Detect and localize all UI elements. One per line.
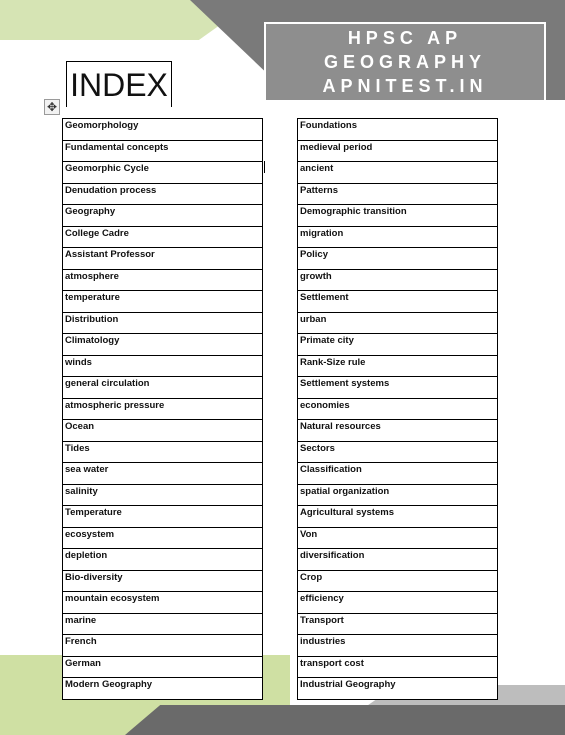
table-row xyxy=(298,484,498,506)
title-banner xyxy=(264,22,546,102)
table-row xyxy=(63,398,263,420)
table-row xyxy=(298,377,498,399)
index-entry[interactable]: transport cost xyxy=(298,656,498,678)
table-row xyxy=(298,205,498,227)
index-entry[interactable]: Settlement xyxy=(298,291,498,313)
table-row xyxy=(298,291,498,313)
index-entry[interactable]: German xyxy=(63,656,263,678)
table-row xyxy=(63,291,263,313)
table-row xyxy=(298,441,498,463)
index-entry[interactable]: economies xyxy=(298,398,498,420)
index-entry[interactable]: Foundations xyxy=(298,119,498,141)
index-entry[interactable]: Natural resources xyxy=(298,420,498,442)
index-entry[interactable]: Geomorphic Cycle xyxy=(63,162,263,184)
index-entry[interactable]: diversification xyxy=(298,549,498,571)
index-entry[interactable]: Modern Geography xyxy=(63,678,263,700)
index-entry[interactable]: migration xyxy=(298,226,498,248)
table-row xyxy=(63,463,263,485)
table-row xyxy=(63,549,263,571)
table-row xyxy=(63,183,263,205)
table-row xyxy=(63,506,263,528)
table-row xyxy=(298,570,498,592)
index-entry[interactable]: spatial organization xyxy=(298,484,498,506)
table-row xyxy=(63,656,263,678)
index-entry[interactable]: Settlement systems xyxy=(298,377,498,399)
index-entry[interactable]: urban xyxy=(298,312,498,334)
index-entry[interactable]: Crop xyxy=(298,570,498,592)
table-row xyxy=(63,484,263,506)
table-row xyxy=(63,334,263,356)
index-entry[interactable]: depletion xyxy=(63,549,263,571)
index-entry[interactable]: Patterns xyxy=(298,183,498,205)
table-row xyxy=(298,656,498,678)
table-row xyxy=(298,248,498,270)
table-row xyxy=(63,355,263,377)
index-entry[interactable]: Transport xyxy=(298,613,498,635)
table-row xyxy=(63,205,263,227)
index-entry[interactable]: Ocean xyxy=(63,420,263,442)
table-row xyxy=(63,441,263,463)
index-entry[interactable]: Climatology xyxy=(63,334,263,356)
table-row xyxy=(63,613,263,635)
index-entry[interactable]: Rank-Size rule xyxy=(298,355,498,377)
table-row xyxy=(298,119,498,141)
index-entry[interactable]: sea water xyxy=(63,463,263,485)
table-row xyxy=(298,463,498,485)
index-heading-box xyxy=(66,61,172,107)
index-entry[interactable]: ancient xyxy=(298,162,498,184)
index-entry[interactable]: Primate city xyxy=(298,334,498,356)
index-entry[interactable]: ecosystem xyxy=(63,527,263,549)
table-row xyxy=(63,140,263,162)
index-entry[interactable]: Von xyxy=(298,527,498,549)
index-entry[interactable]: Denudation process xyxy=(63,183,263,205)
banner-line-3: APNITEST.IN xyxy=(322,76,488,96)
index-entry[interactable]: mountain ecosystem xyxy=(63,592,263,614)
table-row xyxy=(298,592,498,614)
table-row xyxy=(298,269,498,291)
index-entry[interactable]: winds xyxy=(63,355,263,377)
index-entry[interactable]: industries xyxy=(298,635,498,657)
table-row xyxy=(63,269,263,291)
table-row xyxy=(63,248,263,270)
index-entry[interactable]: Distribution xyxy=(63,312,263,334)
table-row xyxy=(298,334,498,356)
table-row xyxy=(63,678,263,700)
index-entry[interactable]: efficiency xyxy=(298,592,498,614)
table-row xyxy=(63,570,263,592)
index-entry[interactable]: French xyxy=(63,635,263,657)
table-row xyxy=(63,226,263,248)
index-entry[interactable]: Industrial Geography xyxy=(298,678,498,700)
table-row xyxy=(63,377,263,399)
table-row xyxy=(298,162,498,184)
table-row xyxy=(298,420,498,442)
index-table-right xyxy=(297,118,498,700)
table-row xyxy=(298,678,498,700)
table-row xyxy=(298,183,498,205)
index-entry[interactable]: atmosphere xyxy=(63,269,263,291)
text-cursor xyxy=(264,161,265,173)
table-row xyxy=(63,312,263,334)
table-row xyxy=(63,119,263,141)
index-entry[interactable]: growth xyxy=(298,269,498,291)
table-row xyxy=(63,162,263,184)
table-row xyxy=(298,549,498,571)
index-entry[interactable]: medieval period xyxy=(298,140,498,162)
banner-line-1: HPSC AP xyxy=(347,28,463,48)
index-entry[interactable]: Bio-diversity xyxy=(63,570,263,592)
index-entry[interactable]: Fundamental concepts xyxy=(63,140,263,162)
move-handle-icon[interactable]: ✥ xyxy=(44,99,60,115)
table-row xyxy=(63,635,263,657)
index-entry[interactable]: Geography xyxy=(63,205,263,227)
table-row xyxy=(298,506,498,528)
table-row xyxy=(298,226,498,248)
index-entry[interactable]: Temperature xyxy=(63,506,263,528)
index-entry[interactable]: Demographic transition xyxy=(298,205,498,227)
index-table-left xyxy=(62,118,263,700)
table-row xyxy=(63,527,263,549)
page-title: INDEX xyxy=(70,67,168,103)
index-entry[interactable]: atmospheric pressure xyxy=(63,398,263,420)
table-row xyxy=(298,635,498,657)
index-entry[interactable]: Tides xyxy=(63,441,263,463)
index-entry[interactable]: Geomorphology xyxy=(63,119,263,141)
index-entry[interactable]: Assistant Professor xyxy=(63,248,263,270)
index-entry[interactable]: general circulation xyxy=(63,377,263,399)
banner-line-2: GEOGRAPHY xyxy=(323,52,487,72)
table-row xyxy=(298,527,498,549)
table-row xyxy=(63,592,263,614)
index-entry[interactable]: temperature xyxy=(63,291,263,313)
table-row xyxy=(298,140,498,162)
table-row xyxy=(298,312,498,334)
table-row xyxy=(298,398,498,420)
index-entry[interactable]: College Cadre xyxy=(63,226,263,248)
index-entry[interactable]: Agricultural systems xyxy=(298,506,498,528)
decor-bottom-right xyxy=(125,705,565,735)
index-entry[interactable]: marine xyxy=(63,613,263,635)
index-entry[interactable]: Sectors xyxy=(298,441,498,463)
table-row xyxy=(298,355,498,377)
index-entry[interactable]: salinity xyxy=(63,484,263,506)
index-entry[interactable]: Classification xyxy=(298,463,498,485)
table-row xyxy=(63,420,263,442)
table-row xyxy=(298,613,498,635)
index-entry[interactable]: Policy xyxy=(298,248,498,270)
